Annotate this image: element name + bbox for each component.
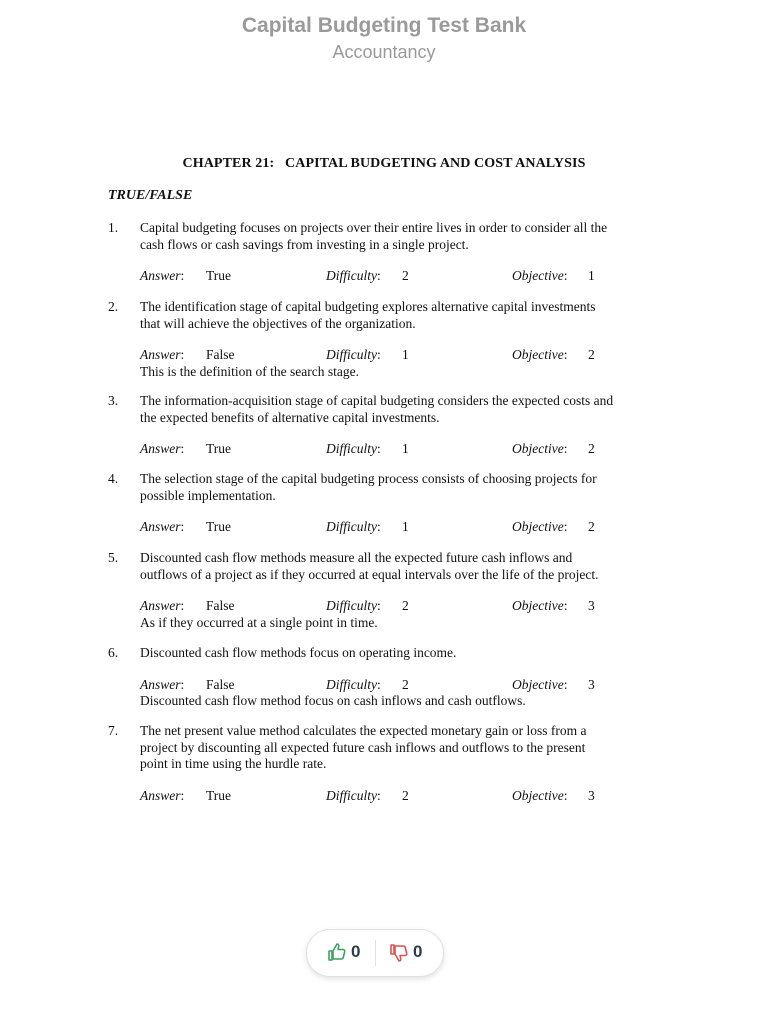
answer-label	[140, 268, 184, 285]
difficulty-label-text: Difficulty	[326, 268, 377, 283]
objective-label-text: Objective	[512, 787, 564, 803]
downvote-count: 0	[413, 942, 423, 961]
answer-label	[140, 677, 184, 694]
answer-label	[140, 598, 184, 615]
objective-value: 2	[588, 519, 595, 534]
question-text-line: project by discounting all expected future cash inflows and outflows to the present	[140, 739, 586, 755]
difficulty-value: 2	[402, 676, 409, 692]
label-colon: :	[180, 268, 185, 283]
question-text	[140, 645, 668, 662]
question-text-line: possible implementation.	[140, 487, 276, 503]
difficulty-label	[326, 347, 381, 364]
label-colon: :	[563, 441, 568, 456]
objective-value: 2	[588, 441, 595, 456]
objective-label-text: Objective	[512, 347, 564, 362]
difficulty-label	[326, 598, 381, 615]
answer-label-text: Answer	[140, 441, 181, 456]
answer-meta-row	[140, 677, 668, 694]
upvote-count: 0	[351, 942, 361, 961]
question-text-line: The net present value method calculates the expected monetary gain or loss from a	[140, 723, 587, 738]
document-subtitle: Accountancy	[332, 42, 436, 62]
objective-value: 2	[588, 347, 595, 362]
difficulty-label-text: Difficulty	[326, 441, 377, 456]
answer-meta-row	[140, 268, 668, 285]
label-colon: :	[377, 519, 381, 534]
chapter-title: CHAPTER 21: CAPITAL BUDGETING AND COST ANALYSIS	[182, 156, 586, 171]
document-title: Capital Budgeting Test Bank	[241, 14, 527, 37]
difficulty-value: 1	[402, 347, 409, 362]
answer-value: False	[206, 598, 235, 613]
question-item	[108, 645, 668, 710]
objective-label-text: Objective	[512, 598, 564, 613]
question-item	[108, 723, 668, 804]
objective-label	[512, 598, 568, 615]
question-item	[108, 550, 668, 631]
objective-label	[512, 441, 568, 458]
answer-meta-row	[140, 519, 668, 536]
answer-label	[140, 788, 184, 805]
question-text	[140, 471, 668, 504]
answer-value: True	[206, 519, 232, 534]
label-colon: :	[180, 676, 185, 692]
question-text-line: that will achieve the objectives of the organization.	[140, 315, 416, 331]
objective-label-text: Objective	[512, 519, 564, 534]
difficulty-value: 1	[402, 519, 409, 534]
answer-value: True	[206, 441, 232, 456]
difficulty-label-text: Difficulty	[326, 519, 377, 534]
label-colon: :	[377, 441, 381, 456]
answer-label	[140, 519, 184, 536]
answer-meta-row	[140, 788, 668, 805]
question-text-line: The information-acquisition stage of capital budgeting considers the expected costs and	[140, 393, 614, 408]
question-text-line: The selection stage of the capital budgeting process consists of choosing projects for	[140, 471, 597, 486]
label-colon: :	[180, 787, 185, 803]
question-text	[140, 299, 668, 332]
difficulty-label-text: Difficulty	[326, 347, 377, 362]
answer-meta-row	[140, 598, 668, 615]
objective-label-text: Objective	[512, 441, 564, 456]
thumbs-down-icon[interactable]	[389, 943, 409, 963]
difficulty-label	[326, 441, 381, 458]
answer-label	[140, 347, 184, 364]
answer-meta-row	[140, 347, 668, 364]
label-colon: :	[563, 268, 568, 283]
question-text-line: cash flows or cash savings from investing in a single project.	[140, 236, 469, 252]
question-number: 7.	[108, 723, 119, 738]
answer-meta-row	[140, 441, 668, 458]
question-text-line: outflows of a project as if they occurred at equal intervals over the life of the project.	[140, 566, 599, 582]
answer-value: False	[206, 676, 235, 692]
thumbs-up-icon[interactable]	[327, 942, 347, 962]
question-text	[140, 550, 668, 583]
document-header	[0, 12, 768, 64]
label-colon: :	[180, 519, 185, 534]
objective-value: 1	[588, 268, 595, 283]
answer-value: True	[206, 268, 232, 283]
answer-label-text: Answer	[140, 347, 181, 362]
difficulty-label	[326, 519, 381, 536]
difficulty-value: 2	[402, 268, 409, 283]
answer-value: True	[206, 787, 232, 803]
question-number: 3.	[108, 393, 119, 408]
label-colon: :	[377, 787, 381, 803]
objective-label	[512, 519, 568, 536]
answer-label-text: Answer	[140, 519, 181, 534]
difficulty-value: 2	[402, 787, 409, 803]
vote-widget	[306, 929, 444, 977]
label-colon: :	[180, 598, 185, 613]
objective-label-text: Objective	[512, 676, 564, 692]
section-title: TRUE/FALSE	[108, 188, 193, 203]
label-colon: :	[377, 598, 381, 613]
label-colon: :	[377, 268, 381, 283]
answer-explanation: This is the definition of the search stage.	[140, 363, 359, 379]
question-text	[140, 723, 668, 773]
difficulty-label-text: Difficulty	[326, 787, 377, 803]
answer-label	[140, 441, 184, 458]
objective-label	[512, 677, 568, 694]
objective-value: 3	[588, 787, 595, 803]
objective-label-text: Objective	[512, 268, 564, 283]
label-colon: :	[180, 347, 185, 362]
difficulty-label	[326, 677, 381, 694]
question-text-line: The identification stage of capital budgeting explores alternative capital investments	[140, 299, 596, 314]
answer-label-text: Answer	[140, 787, 181, 803]
question-item	[108, 220, 668, 285]
label-colon: :	[563, 676, 568, 692]
difficulty-label-text: Difficulty	[326, 598, 377, 613]
answer-explanation: As if they occurred at a single point in time.	[140, 614, 378, 630]
difficulty-label	[326, 268, 381, 285]
label-colon: :	[563, 598, 568, 613]
question-number: 5.	[108, 550, 119, 565]
question-number: 4.	[108, 471, 119, 486]
question-number: 2.	[108, 299, 119, 314]
question-text-line: Capital budgeting focuses on projects over their entire lives in order to consider all the	[140, 220, 608, 235]
answer-value: False	[206, 347, 235, 362]
objective-value: 3	[588, 676, 595, 692]
difficulty-label-text: Difficulty	[326, 676, 377, 692]
objective-label	[512, 788, 568, 805]
question-text	[140, 220, 668, 253]
label-colon: :	[563, 519, 568, 534]
answer-label-text: Answer	[140, 676, 181, 692]
question-item	[108, 393, 668, 458]
objective-label	[512, 347, 568, 364]
question-text-line: Discounted cash flow methods focus on operating income.	[140, 645, 457, 660]
vote-divider	[375, 940, 376, 966]
answer-label-text: Answer	[140, 268, 181, 283]
difficulty-label	[326, 788, 381, 805]
label-colon: :	[563, 347, 568, 362]
label-colon: :	[563, 787, 568, 803]
difficulty-value: 1	[402, 441, 409, 456]
question-item	[108, 471, 668, 536]
question-item	[108, 299, 668, 380]
objective-value: 3	[588, 598, 595, 613]
label-colon: :	[377, 347, 381, 362]
question-text-line: Discounted cash flow methods measure all the expected future cash inflows and	[140, 550, 573, 565]
answer-label-text: Answer	[140, 598, 181, 613]
label-colon: :	[180, 441, 185, 456]
objective-label	[512, 268, 568, 285]
question-number: 1.	[108, 220, 119, 235]
question-number: 6.	[108, 645, 119, 660]
question-text	[140, 393, 668, 426]
difficulty-value: 2	[402, 598, 409, 613]
label-colon: :	[377, 676, 381, 692]
answer-explanation: Discounted cash flow method focus on cash inflows and cash outflows.	[140, 693, 526, 708]
question-text-line: the expected benefits of alternative capital investments.	[140, 409, 440, 425]
question-text-line: point in time using the hurdle rate.	[140, 756, 327, 771]
